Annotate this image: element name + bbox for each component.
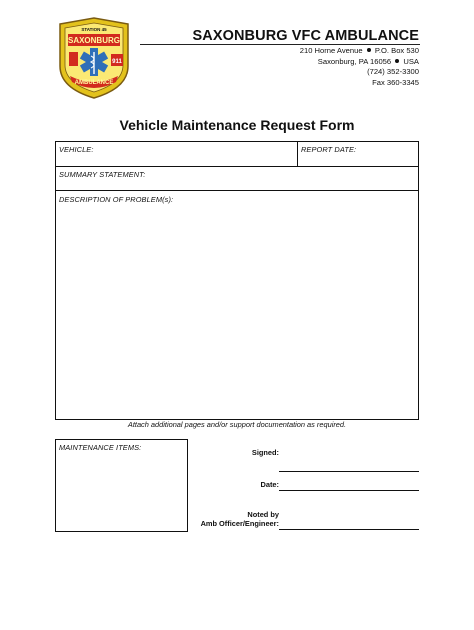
signed-label: Signed: xyxy=(251,448,279,457)
saxonburg-ambulance-logo xyxy=(56,16,132,100)
maintenance-items-box xyxy=(55,439,188,532)
city-state-zip: Saxonburg, PA 16056 xyxy=(317,56,392,66)
officer-signature-line xyxy=(279,529,419,530)
svg-text:911: 911 xyxy=(112,59,122,65)
vehicle-field-label: VEHICLE: xyxy=(59,145,94,154)
date-label: Date: xyxy=(260,480,279,489)
summary-statement-label: SUMMARY STATEMENT: xyxy=(59,170,146,179)
svg-text:STATION 45: STATION 45 xyxy=(81,27,107,32)
organization-name: SAXONBURG VFC AMBULANCE xyxy=(192,28,419,44)
form-title: Vehicle Maintenance Request Form xyxy=(119,117,355,133)
description-of-problem-label: DESCRIPTION OF PROBLEM(s): xyxy=(59,195,174,204)
report-date-field-label: REPORT DATE: xyxy=(301,145,357,154)
signature-line xyxy=(279,471,419,472)
address-line-2 xyxy=(200,57,419,68)
noted-by-label: Noted by xyxy=(247,510,279,519)
bullet-separator xyxy=(395,59,399,63)
row-divider xyxy=(55,190,419,191)
country: USA xyxy=(403,56,419,66)
address-line-1 xyxy=(200,46,419,57)
request-form-table xyxy=(55,141,419,420)
vehicle-date-divider xyxy=(297,141,298,166)
svg-text:SAXONBURG: SAXONBURG xyxy=(67,36,121,45)
bullet-separator xyxy=(367,48,371,52)
phone-number: (724) 352-3300 xyxy=(367,67,419,76)
svg-text:AMBULANCE: AMBULANCE xyxy=(74,80,114,86)
date-line xyxy=(279,490,419,491)
row-divider xyxy=(55,166,419,167)
attachment-note: Attach additional pages and/or support documentation as required. xyxy=(127,420,347,429)
fax-number: Fax 360-3345 xyxy=(372,77,419,87)
header-divider xyxy=(140,44,420,45)
amb-officer-engineer-label: Amb Officer/Engineer: xyxy=(200,519,279,528)
po-box: P.O. Box 530 xyxy=(374,46,419,55)
maintenance-items-label: MAINTENANCE ITEMS: xyxy=(59,443,142,452)
street-address: 210 Horne Avenue xyxy=(299,46,363,55)
